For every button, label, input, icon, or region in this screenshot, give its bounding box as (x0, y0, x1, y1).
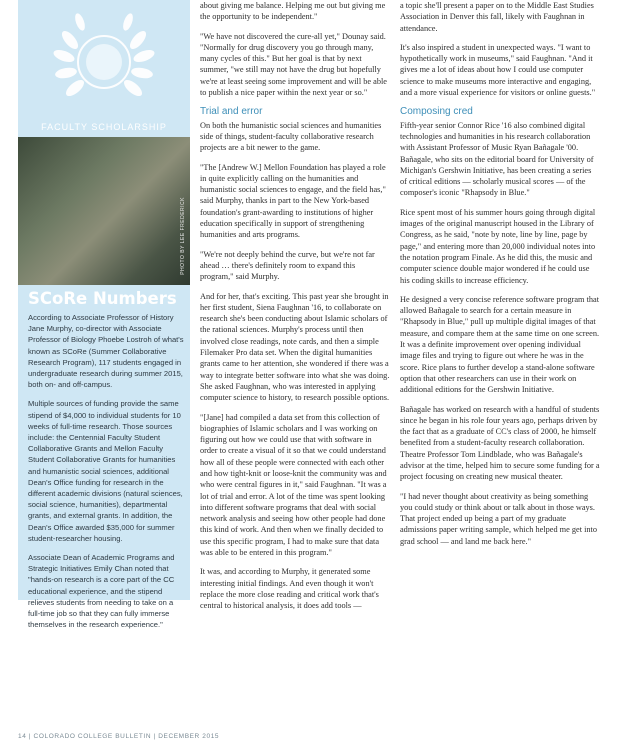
body-paragraph: "[Jane] had compiled a data set from this collection of biographies of Islamic scholars and I was working on figuring out how we could use that with software in order to create a visual of it so that we could understand how all of these people were connected with each other and how tight-knit or loose-knit the community was and who were central figures in it," said Faughnan. "It was a lot of trial and error. A lot of the time was spent looking into different software programs that deal with social network analysis and seeing how other people had done this kind of work. And then when we finally decided to use this specific program, I had to make sure that data was able to be entered in this program." (200, 412, 387, 558)
photo-credit: PHOTO BY LEE FREDERICK (180, 197, 186, 275)
laurel-emblem-icon (18, 0, 190, 120)
body-paragraph: "The [Andrew W.] Mellon Foundation has played a role in quite explicitly calling on the humanities and humanistic social sciences to engage, and the field has," said Murphy, thanks in part to the New York-based foundation's grant-awarding to institutions of higher education specifically in support of strengthening humanities and arts programs. (200, 162, 386, 240)
body-paragraph: Fifth-year senior Connor Rice '16 also combined digital technologies and humanities in his research collaboration with Assistant Professor of Music Ryan Bañagale '00. Bañagale, who sits on the editorial board for University of Michigan's Gershwin Initiative, has been creating a series of critical editions — scholarly musical scores — of the composer's iconic "Rhapsody in Blue." (400, 120, 594, 198)
body-paragraph: He designed a very concise reference software program that allowed Bañagale to search for a certain measure in "Rhapsody in Blue," pull up multiple digital images of that measure, and compare them at the same time on one screen. It was a definite improvement over opening individual image files and trying to figure out where he was in the score. Rice plans to further develop a stand-alone software option that other researchers can use in their work on additional editions for the Gershwin Initiative. (400, 294, 600, 395)
lab-photo (18, 137, 190, 285)
article-column-2 (400, 0, 600, 555)
body-paragraph: "We have not discovered the cure-all yet," Dounay said. "Normally for drug discovery you go through many, many cycles of this." But her goal is that by next summer, "we still may not have the drug but hopefully we're at least seeing some improvement and will be able to publish a nice paper within the next year or so." (200, 31, 387, 98)
sidebar-paragraph: Associate Dean of Academic Programs and Strategic Initiatives Emily Chan noted that "hands-on research is a core part of the CC educational experience, and the stipend relieves students from needing to take on a full-time job so that they can fully immerse themselves in the research experience." (28, 553, 175, 630)
section-heading: Trial and error (200, 106, 263, 118)
sidebar-title: SCoRe Numbers (28, 289, 177, 308)
sidebar-paragraph: Multiple sources of funding provide the same stipend of $4,000 to individual students for 10 weeks of full-time research. Those sources include: the Centennial Faculty Student Collaborative Grants and Mellon Faculty Student Collaborative Grants for humanities and humanistic social sciences, additional Dean's Office funding for research in the different academic divisions (natural sciences, social science, humanities), departmental grants, and external grants. In addition, the Dean's Office awarded $35,000 for summer student-researcher housing. (28, 399, 183, 543)
body-paragraph: "I had never thought about creativity as being something you could study or think about or talk about in those ways. That project ended up being a part of my graduate admissions paper writing sample, which helped me get into grad school — and land me back here." (400, 491, 598, 546)
body-paragraph: about giving me balance. Helping me out but giving me the opportunity to be independent." (200, 1, 386, 22)
sidebar-paragraph: According to Associate Professor of History Jane Murphy, co-director with Associate Professor of Biology Phoebe Lostroh of what's known as SCoRe (Summer Collaborative Research Program), 117 students engaged in undergraduate research during summer 2015, both on- and off-campus. (28, 313, 184, 390)
section-tag: FACULTY SCHOLARSHIP (41, 122, 167, 132)
body-paragraph: It's also inspired a student in unexpected ways. "I want to hypothetically work in museums," said Faughnan. "And it gives me a lot of ideas about how I could use computer science to make museums more interactive and engaging, and a more visual experience for visitors or online guests." (400, 42, 596, 98)
body-paragraph: On both the humanistic social sciences and humanities side of things, student-faculty collaborative research projects are a bit newer to the game. (200, 120, 382, 153)
sidebar-panel (18, 0, 190, 630)
body-paragraph: a topic she'll present a paper on to the Middle East Studies Association in Denver this fall, likely with Faughnan in attendance. (400, 1, 594, 33)
body-paragraph: Rice spent most of his summer hours going through digital images of the original manuscript housed in the Library of Congress, as he said, "note by note, line by line, page by page," and entering more than 20,000 individual notes into the notation program Finale. As he did this, the music and computer science double major wondered if he could use his coding skills to increase efficiency. (400, 207, 596, 285)
body-paragraph: "We're not deeply behind the curve, but we're not far ahead … there's definitely room to expand this program," said Murphy. (200, 249, 375, 282)
body-paragraph: And for her, that's exciting. This past year she brought in her first student, Siena Faughnan '16, to collaborate on research she's been conducting about Islamic scholars of the rational sciences. Murphy's process until then involved close readings, note cards, and then a simple Filemaker Pro data set. When the digital humanities grants came to her attention, she wondered if there was a way to integrate better software into what she was doing. She asked Faughnan, who was interested in applying computer science to history, to research possible options. (200, 291, 390, 403)
article-column-1 (200, 0, 390, 620)
section-heading: Composing cred (400, 106, 473, 118)
page-footer: 14 | COLORADO COLLEGE BULLETIN | DECEMBER 2015 (18, 733, 220, 740)
body-paragraph: It was, and according to Murphy, it generated some interesting initial findings. And even though it won't replace the more close reading and critical work that's central to historical analysis, it does add tools — (200, 567, 379, 611)
sidebar-body (28, 312, 184, 638)
body-paragraph: Bañagale has worked on research with a handful of students since he began in his role four years ago, perhaps driven by the fact that as a graduate of CC's class of 2000, he himself benefited from a student-faculty research collaboration. Theatre Professor Tom Lindblade, who was Bañagale's advisor at the time, helped him to secure some funding for a project focusing on creating new musical theater. (400, 404, 600, 482)
